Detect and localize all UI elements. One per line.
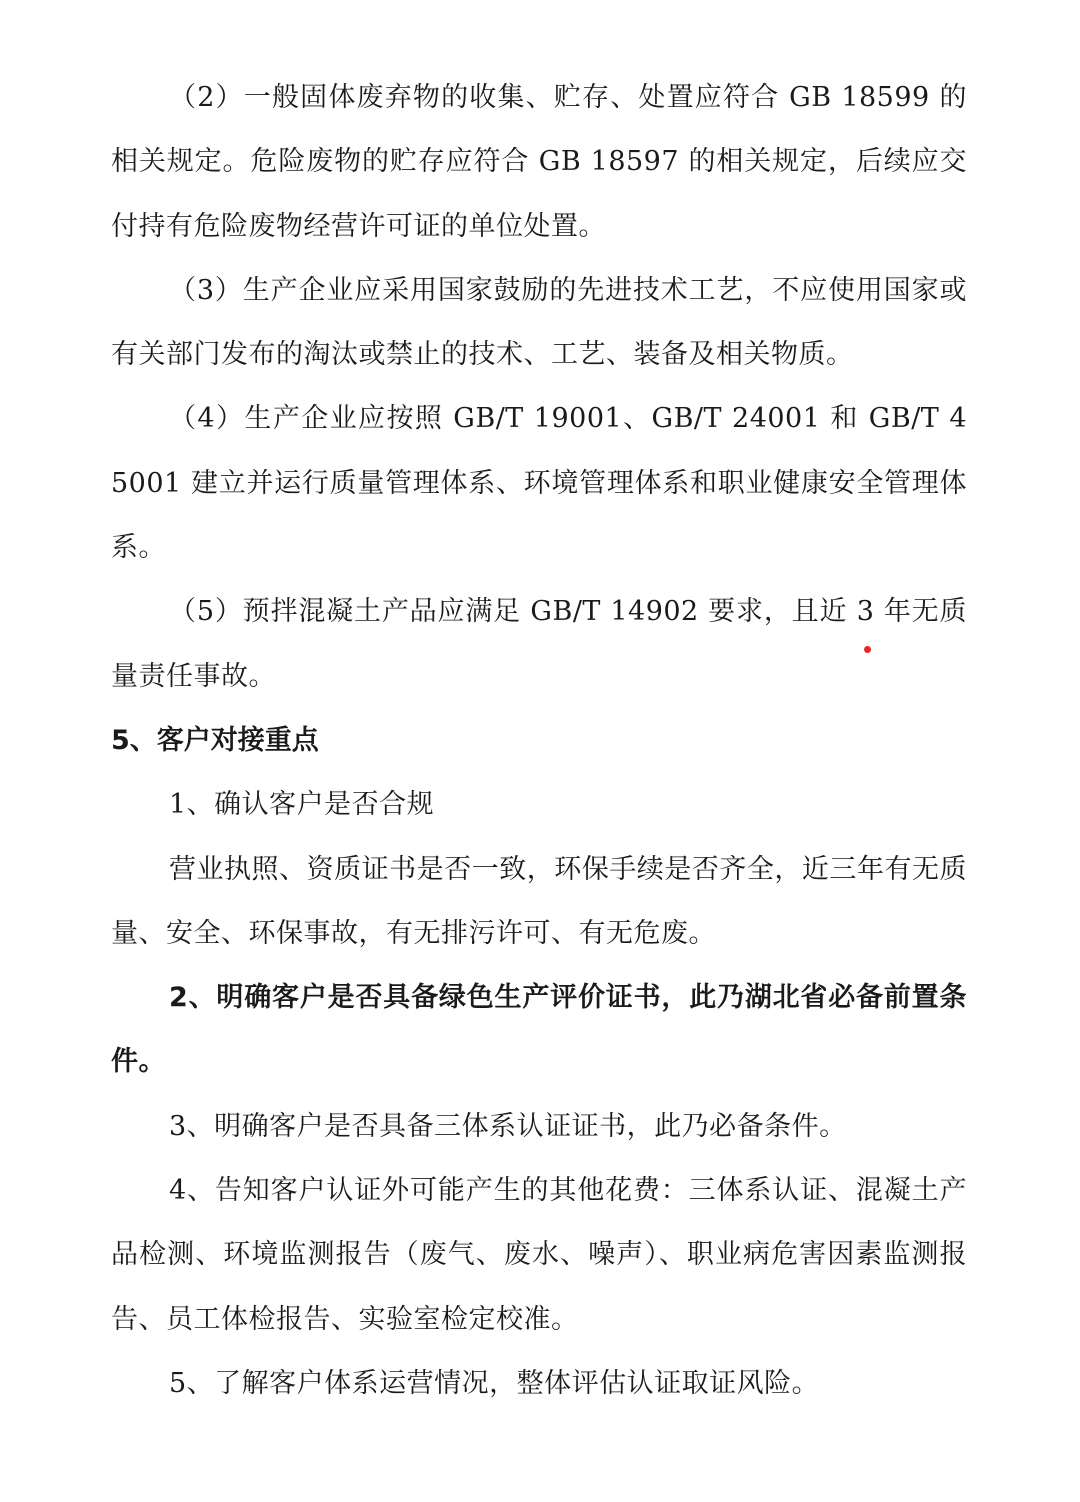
section-heading: 5、客户对接重点	[111, 724, 319, 756]
item-2-green-production: 2、明确客户是否具备绿色生产评价证书，此乃湖北省必备前置条件。	[111, 982, 967, 1078]
document-page	[111, 66, 967, 1416]
paragraph-management-systems: （4）生产企业应按照 GB/T 19001、GB/T 24001 和 GB/T 45001 建立并运行质量管理体系、环境管理体系和职业健康安全管理体系。	[111, 403, 967, 564]
item-1-title: 1、确认客户是否合规	[169, 789, 435, 821]
item-4-other-costs: 4、告知客户认证外可能产生的其他花费：三体系认证、混凝土产品检测、环境监测报告（废气、废水、噪声）、职业病危害因素监测报告、员工体检报告、实验室检定校准。	[111, 1175, 967, 1335]
red-marker-dot	[864, 646, 871, 653]
paragraph-solid-waste: （2）一般固体废弃物的收集、贮存、处置应符合 GB 18599 的相关规定。危险废物的贮存应符合 GB 18597 的相关规定，后续应交付持有危险废物经营许可证的单位处置。	[111, 82, 967, 242]
item-1-body: 营业执照、资质证书是否一致，环保手续是否齐全，近三年有无质量、安全、环保事故，有无排污许可、有无危废。	[111, 853, 967, 949]
paragraph-concrete-quality: （5）预拌混凝土产品应满足 GB/T 14902 要求，且近 3 年无质量责任事故。	[111, 596, 967, 692]
item-5-risk-assessment: 5、了解客户体系运营情况，整体评估认证取证风险。	[169, 1367, 820, 1399]
item-3-three-systems: 3、明确客户是否具备三体系认证证书，此乃必备条件。	[169, 1110, 847, 1142]
paragraph-advanced-technology: （3）生产企业应采用国家鼓励的先进技术工艺，不应使用国家或有关部门发布的淘汰或禁止的技术、工艺、装备及相关物质。	[111, 274, 967, 371]
